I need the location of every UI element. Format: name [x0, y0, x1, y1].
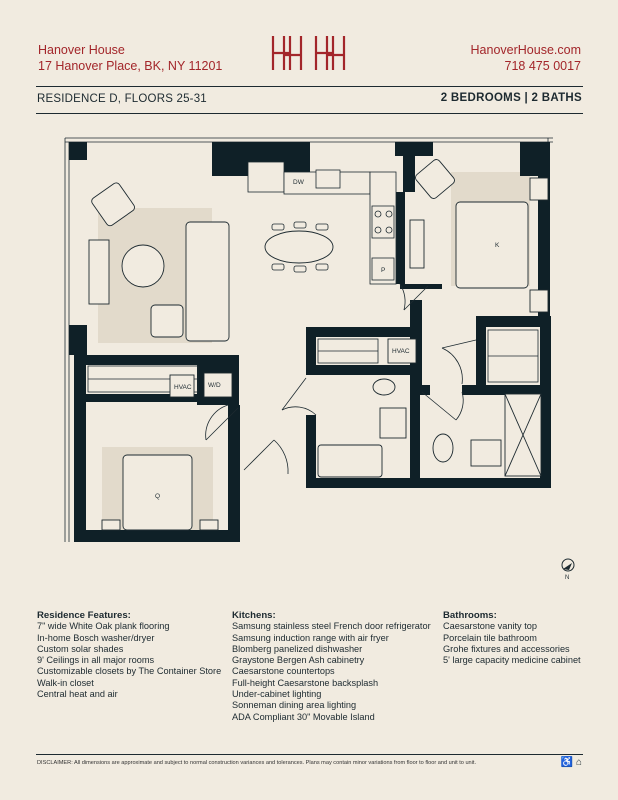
website-link[interactable]: HanoverHouse.com — [470, 43, 581, 57]
disclaimer-text: DISCLAIMER: All dimensions are approximate and subject to normal construction variances and tolerances. Plans may contain minor variations from floor to floor and unit to unit. — [37, 760, 477, 766]
washer-dryer-label: W/D — [208, 382, 221, 389]
accessibility-icons — [561, 757, 582, 768]
queen-bed-label: Q — [155, 493, 161, 500]
list-item: 9' Ceilings in all major rooms — [37, 655, 155, 666]
list-item: In-home Bosch washer/dryer — [37, 632, 155, 643]
list-item: 5' large capacity medicine cabinet — [443, 655, 581, 666]
list-item: Sonneman dining area lighting — [232, 700, 357, 711]
list-item: Custom solar shades — [37, 643, 124, 654]
wheelchair-icon: ♿ — [560, 757, 574, 768]
compass-label: N — [565, 575, 570, 581]
bathroom-features-title: Bathrooms: — [443, 610, 497, 621]
dining-table — [265, 231, 333, 263]
hvac-label-bedroom: HVAC — [174, 384, 192, 391]
list-item: Blomberg panelized dishwasher — [232, 643, 363, 654]
list-item: Graystone Bergen Ash cabinetry — [232, 655, 365, 666]
phone-number[interactable]: 718 475 0017 — [504, 59, 581, 73]
list-item: Caesarstone countertops — [232, 666, 335, 677]
residence-features — [37, 610, 221, 700]
list-item: Under-cabinet lighting — [232, 689, 322, 700]
unit-summary: 2 BEDROOMS | 2 BATHS — [440, 92, 582, 104]
kitchen-features-title: Kitchens: — [232, 610, 276, 621]
list-item: 7" wide White Oak plank flooring — [37, 621, 170, 632]
list-item: Grohe fixtures and accessories — [443, 643, 570, 654]
hvac-label-hall: HVAC — [392, 348, 410, 355]
property-name: Hanover House — [38, 43, 125, 57]
footer-rule — [36, 754, 583, 755]
bathroom-features — [443, 610, 581, 666]
list-item: Samsung induction range with air fryer — [232, 632, 389, 643]
list-item: Caesarstone vanity top — [443, 621, 537, 632]
list-item: ADA Compliant 30" Movable Island — [232, 711, 375, 722]
list-item: Samsung stainless steel French door refrigerator — [232, 621, 431, 632]
residence-title: RESIDENCE D, FLOORS 25-31 — [37, 93, 207, 105]
kitchen-features — [232, 610, 431, 723]
dishwasher-label: DW — [293, 179, 304, 186]
list-item: Central heat and air — [37, 689, 118, 700]
property-address: 17 Hanover Place, BK, NY 11201 — [38, 59, 223, 73]
list-item: Walk-in closet — [37, 677, 94, 688]
equal-housing-icon: ⌂ — [575, 757, 582, 768]
list-item: Full-height Caesarstone backsplash — [232, 677, 379, 688]
residence-features-title: Residence Features: — [37, 610, 131, 621]
king-bed-label: K — [495, 242, 500, 249]
list-item: Customizable closets by The Container Store — [37, 666, 222, 677]
list-item: Porcelain tile bathroom — [443, 632, 537, 643]
pantry-label: P — [381, 267, 386, 274]
north-compass-icon — [559, 557, 577, 581]
